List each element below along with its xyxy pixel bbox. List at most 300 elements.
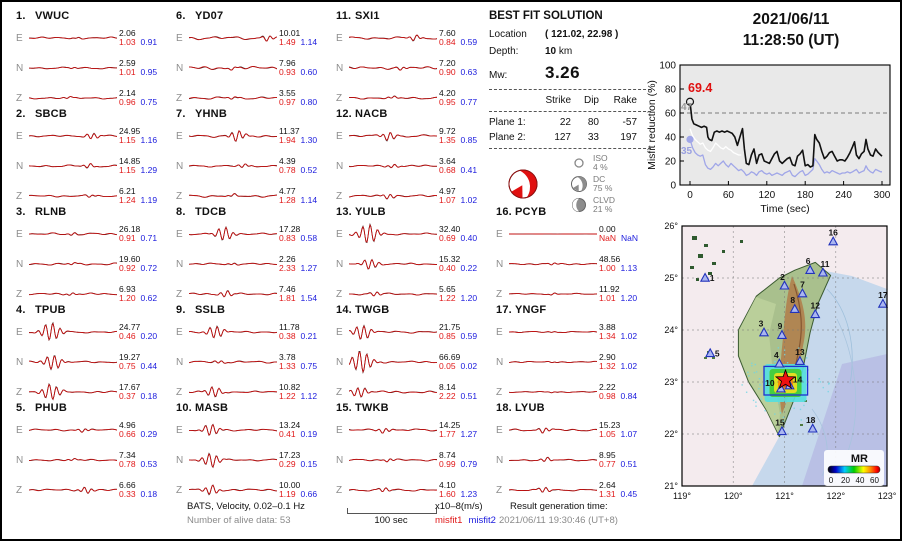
mr-speckle [820, 381, 821, 382]
component-label: E [16, 32, 23, 44]
misfit-values [439, 392, 477, 402]
waveform-trace [29, 24, 117, 52]
station-name: YNGF [515, 304, 547, 316]
waveform-trace [189, 318, 277, 346]
trace-values [119, 225, 157, 244]
station-name: LYUB [515, 402, 545, 414]
component-row-N [496, 347, 650, 377]
station-header [16, 304, 170, 316]
component-row-E [16, 121, 170, 151]
amplitude-value: 3.55 [279, 87, 296, 98]
component-label: N [496, 356, 504, 368]
misfit2-value: 0.51 [460, 391, 478, 401]
synthetic-trace [29, 233, 117, 235]
trace-values [119, 451, 157, 470]
station-header [16, 206, 170, 218]
misfit2-value: 1.02 [620, 361, 638, 371]
waveform-trace [189, 250, 277, 278]
x-tick-label: 60 [722, 190, 734, 201]
dc-item [569, 174, 615, 193]
station-name: SXI1 [355, 10, 380, 22]
station-marker-label: 8 [790, 295, 796, 306]
station-PHUB [16, 402, 170, 505]
trace-values [279, 421, 317, 440]
misfit1-value: 1.94 [279, 135, 296, 145]
component-row-N [16, 53, 170, 83]
synthetic-trace [509, 457, 597, 461]
waveform-trace [189, 122, 277, 150]
station-name: YULB [355, 206, 386, 218]
misfit1-value: 1.28 [279, 195, 296, 205]
misfit2-value: 0.77 [460, 97, 478, 107]
misfit-values [279, 392, 317, 402]
lon-tick-label: 119° [673, 491, 691, 501]
event-datetime [688, 9, 894, 51]
synthetic-trace [349, 96, 437, 99]
amplitude-value: 7.20 [439, 57, 456, 68]
amplitude-value: 2.59 [119, 57, 136, 68]
trace-values [119, 285, 157, 304]
trace-values [599, 353, 637, 372]
amplitude-value: 4.77 [279, 185, 296, 196]
misfit1-value: 0.91 [119, 233, 136, 243]
mw-label: Mw: [489, 70, 508, 81]
station-header [496, 304, 650, 316]
dc-icon [569, 175, 589, 193]
alive-data-line: Number of alive data: 53 [187, 515, 291, 526]
misfit-values [119, 196, 157, 206]
trace-values [279, 157, 317, 176]
component-label: Z [336, 386, 343, 398]
station-header [16, 402, 170, 414]
mr-speckle [751, 365, 752, 366]
lon-tick-label: 122° [826, 491, 846, 501]
component-label: N [176, 356, 184, 368]
station-TDCB [176, 206, 330, 309]
mr-speckle [803, 405, 804, 406]
observed-trace [189, 424, 277, 435]
time-scale-label: 100 sec [374, 515, 408, 526]
trace-values [279, 255, 317, 274]
trace-values [439, 383, 477, 402]
misfit-values [279, 136, 317, 146]
misfit1-value: 0.78 [279, 165, 296, 175]
misfit1-value: 0.41 [279, 429, 296, 439]
mr-speckle [759, 384, 760, 385]
waveform-trace [349, 446, 437, 474]
mr-speckle [754, 372, 755, 373]
station-header [16, 108, 170, 120]
misfit1-value: 0.75 [119, 361, 136, 371]
amplitude-value: 17.23 [279, 449, 301, 460]
misfit2-value: 0.72 [140, 263, 158, 273]
station-header [336, 10, 490, 22]
amplitude-value: 7.34 [119, 449, 136, 460]
misfit-values [119, 294, 157, 304]
clvd-icon [569, 197, 589, 213]
misfit-values [279, 68, 317, 78]
component-label: N [336, 160, 344, 172]
misfit2-value: 0.84 [620, 391, 638, 401]
component-row-E [176, 121, 330, 151]
station-header [336, 108, 490, 120]
x-tick-label: 120 [758, 190, 776, 201]
lon-tick-label: 120° [723, 491, 743, 501]
component-label: Z [496, 386, 503, 398]
waveform-trace [349, 24, 437, 52]
best-fit-solution-panel [489, 8, 651, 214]
synthetic-trace [29, 385, 117, 400]
trace-values [119, 383, 157, 402]
y-tick-label: 0 [670, 180, 676, 192]
synthetic-trace [189, 131, 277, 141]
station-marker-label: 6 [805, 256, 811, 267]
component-row-E [336, 317, 490, 347]
mechanism-area [489, 153, 651, 214]
synthetic-trace [349, 225, 437, 242]
location-label: Location [489, 29, 527, 40]
divider [489, 89, 651, 90]
colorbar-bar [828, 466, 880, 473]
dc-value: 75 % [593, 182, 613, 193]
col-rake: Rake [613, 95, 637, 106]
misfit1-value: 0.29 [279, 459, 296, 469]
component-label: N [16, 356, 24, 368]
synthetic-trace [349, 133, 437, 141]
result-time-label: Result generation time: [510, 501, 608, 512]
synthetic-trace [189, 485, 277, 494]
depth-label: Depth: [489, 46, 519, 57]
synthetic-trace [29, 164, 117, 168]
synthetic-trace [29, 459, 117, 461]
amplitude-value: 21.75 [439, 321, 461, 332]
misfit2-value: 1.13 [620, 263, 638, 273]
mr-speckle [775, 361, 776, 362]
component-label: E [496, 424, 503, 436]
amplitude-value: 19.27 [119, 351, 141, 362]
misfit2-legend: misfit2 [468, 515, 496, 526]
misfit1-value: 1.15 [119, 135, 136, 145]
synthetic-trace [509, 428, 597, 433]
amplitude-value: 2.26 [279, 253, 296, 264]
lat-tick-label: 23° [664, 377, 678, 387]
misfit2-value: 0.95 [140, 67, 158, 77]
misfit1-value: 1.31 [599, 489, 616, 499]
trace-values [279, 127, 317, 146]
amplitude-value: 66.69 [439, 351, 461, 362]
misfit-values [439, 332, 477, 342]
mr-speckle [755, 405, 756, 406]
amplitude-value: 3.78 [279, 351, 296, 362]
station-name: TWGB [355, 304, 390, 316]
synthetic-trace [29, 429, 117, 432]
station-header [16, 10, 170, 22]
station-header [496, 402, 650, 414]
component-label: Z [176, 484, 183, 496]
misfit1-legend: misfit1 [435, 515, 463, 526]
trace-values [439, 187, 477, 206]
misfit-values [279, 490, 317, 500]
trace-values [439, 225, 477, 244]
islet [698, 254, 703, 258]
y-tick-label: 60 [664, 108, 676, 120]
component-label: E [336, 32, 343, 44]
clvd-value: 21 % [593, 203, 613, 214]
waveform-trace [29, 250, 117, 278]
lon-tick-label: 123° [877, 491, 897, 501]
synthetic-trace [29, 324, 117, 340]
station-number: 15. [336, 402, 352, 414]
misfit-values [439, 136, 477, 146]
misfit2-value: 1.27 [460, 429, 478, 439]
synthetic-trace [189, 454, 277, 467]
component-row-N [176, 445, 330, 475]
waveform-trace [349, 348, 437, 376]
station-number: 13. [336, 206, 352, 218]
component-row-E [336, 415, 490, 445]
waveform-trace [349, 416, 437, 444]
misfit1-value: 0.99 [439, 459, 456, 469]
component-row-N [336, 53, 490, 83]
station-header [176, 402, 330, 414]
misfit1-value: 0.40 [439, 263, 456, 273]
misfit1-value: 0.66 [119, 429, 136, 439]
misfit1-value: 0.92 [119, 263, 136, 273]
synthetic-trace [349, 326, 437, 339]
amplitude-value: 2.06 [119, 27, 136, 38]
misfit-values [439, 166, 477, 176]
waveform-trace [189, 220, 277, 248]
station-number: 16. [496, 206, 512, 218]
lat-tick-label: 24° [664, 325, 678, 335]
misfit-values [279, 264, 317, 274]
waveform-trace [509, 348, 597, 376]
misfit1-value: 0.96 [119, 97, 136, 107]
station-marker-label: 3 [758, 318, 764, 329]
component-row-E [16, 23, 170, 53]
y-tick-label: 100 [659, 60, 676, 72]
misfit2-value: 0.80 [300, 97, 318, 107]
station-VWUC [16, 10, 170, 113]
x-tick-label: 0 [687, 190, 693, 201]
misfit2-value: 0.29 [140, 429, 158, 439]
misfit-values [439, 38, 477, 48]
component-label: E [16, 424, 23, 436]
misfit-values [599, 234, 638, 244]
component-row-E [336, 121, 490, 151]
component-label: N [176, 62, 184, 74]
misfit-values [599, 490, 637, 500]
misfit2-value: 1.14 [300, 37, 318, 47]
misfit-values [279, 362, 317, 372]
waveform-trace [509, 250, 597, 278]
misfit1-value: 1.24 [119, 195, 136, 205]
event-date: 2021/06/11 [752, 11, 830, 28]
trace-values [119, 59, 157, 78]
misfit2-value: 1.20 [620, 293, 638, 303]
depth-unit: km [558, 46, 573, 57]
station-header [176, 206, 330, 218]
station-name: RLNB [35, 206, 67, 218]
misfit1-value: 0.85 [439, 331, 456, 341]
station-marker-label: 10 [765, 377, 775, 388]
station-TWGB [336, 304, 490, 407]
component-label: E [496, 326, 503, 338]
station-name: TDCB [195, 206, 227, 218]
trace-values [279, 89, 317, 108]
y-axis-label: Misfit reduction (%) [646, 80, 658, 170]
station-name: SBCB [35, 108, 67, 120]
synthetic-trace [29, 37, 117, 39]
amplitude-value: 2.64 [599, 479, 616, 490]
component-row-N [496, 249, 650, 279]
amplitude-value: 4.10 [439, 479, 456, 490]
lat-tick-label: 22° [664, 429, 678, 439]
station-number: 12. [336, 108, 352, 120]
station-name: SSLB [195, 304, 226, 316]
station-name: YHNB [195, 108, 227, 120]
plane-table [489, 89, 651, 149]
waveform-trace [509, 220, 597, 248]
mr-speckle [751, 363, 752, 364]
trace-values [599, 383, 637, 402]
misfit2-value: 0.20 [140, 331, 158, 341]
component-label: Z [176, 92, 183, 104]
misfit-legend [435, 514, 496, 528]
station-marker-label: 15 [775, 417, 785, 428]
trace-values [119, 421, 157, 440]
amplitude-value: 24.77 [119, 321, 141, 332]
station-header [176, 304, 330, 316]
misfit1-value: 0.37 [119, 391, 136, 401]
clvd-item [569, 195, 615, 214]
misfit1-value: 1.07 [439, 195, 456, 205]
mr-speckle [753, 400, 754, 401]
misfit1-value: 1.77 [439, 429, 456, 439]
amplitude-value: 6.66 [119, 479, 136, 490]
synthetic-trace [29, 134, 117, 139]
station-number: 1. [16, 10, 26, 22]
component-label: E [336, 130, 343, 142]
misfit-values [279, 294, 317, 304]
component-label: Z [336, 288, 343, 300]
misfit-values [119, 362, 157, 372]
waveform-trace [349, 122, 437, 150]
misfit1-value: 0.97 [279, 97, 296, 107]
amplitude-value: 24.95 [119, 125, 141, 136]
synthetic-trace [29, 97, 117, 99]
amplitude-value: 48.56 [599, 253, 621, 264]
trace-values [439, 89, 477, 108]
component-label: Z [336, 484, 343, 496]
depth-value: 10 [545, 46, 557, 57]
waveform-trace [509, 416, 597, 444]
misfit2-value: 0.75 [300, 361, 318, 371]
trace-values [439, 127, 477, 146]
component-row-N [16, 151, 170, 181]
station-NACB [336, 108, 490, 211]
iso-value: 4 % [593, 161, 608, 172]
station-name: VWUC [35, 10, 70, 22]
station-marker-label: 9 [777, 321, 783, 332]
mr-speckle [793, 408, 794, 409]
misfit2-value: 0.59 [460, 331, 478, 341]
misfit2-value: 1.20 [460, 293, 478, 303]
component-row-E [16, 317, 170, 347]
component-row-N [336, 347, 490, 377]
component-row-E [496, 415, 650, 445]
x-tick-label: 180 [796, 190, 814, 201]
mw-value: 3.26 [545, 63, 581, 82]
misfit-values [279, 430, 317, 440]
misfit-values [119, 264, 157, 274]
result-time-value: 2021/06/11 19:30:46 (UT+8) [499, 515, 618, 526]
misfit-values [119, 38, 157, 48]
misfit1-value: 1.01 [599, 293, 616, 303]
component-label: N [336, 356, 344, 368]
synthetic-trace [189, 194, 277, 198]
amplitude-value: 32.40 [439, 223, 461, 234]
plane2-row: Plane 2: 127 33 197 [489, 132, 637, 143]
waveform-trace [509, 318, 597, 346]
amplitude-value: 4.20 [439, 87, 456, 98]
amplitude-value: 19.60 [119, 253, 141, 264]
synthetic-trace [189, 387, 277, 396]
component-row-E [176, 317, 330, 347]
component-row-E [496, 219, 650, 249]
misfit2-value: 0.15 [300, 459, 318, 469]
misfit1-value: 1.00 [599, 263, 616, 273]
misfit2-value: 1.23 [460, 489, 478, 499]
misfit2-value: 1.07 [620, 429, 638, 439]
misfit1-value: 0.05 [439, 361, 456, 371]
synthetic-trace [189, 327, 277, 338]
component-label: E [176, 32, 183, 44]
mr-speckle [758, 388, 759, 389]
misfit-values [439, 264, 477, 274]
misfit2-value: 0.41 [460, 165, 478, 175]
trace-values [119, 187, 157, 206]
lat-tick-label: 25° [664, 273, 678, 283]
mr-speckle [785, 402, 786, 403]
colorbar-tick-label: 60 [870, 476, 879, 485]
station-header [336, 402, 490, 414]
component-row-N [16, 249, 170, 279]
misfit-values [119, 68, 157, 78]
misfit-values [279, 196, 317, 206]
misfit-values [279, 460, 317, 470]
misfit1-value: 1.33 [279, 361, 296, 371]
component-row-Z [16, 475, 170, 505]
waveform-trace [349, 250, 437, 278]
amplitude-value: 14.85 [119, 155, 141, 166]
trace-values [279, 353, 317, 372]
trace-values [279, 29, 317, 48]
iso-icon [569, 156, 589, 170]
waveform-trace [29, 54, 117, 82]
synthetic-trace [189, 425, 277, 435]
misfit2-value: 0.71 [140, 233, 158, 243]
colorbar-title: MR [850, 453, 868, 465]
plane-table-header [489, 93, 651, 108]
mr-speckle [806, 357, 807, 358]
misfit1-value: 1.01 [119, 67, 136, 77]
misfit-values [279, 166, 317, 176]
clvd-label: CLVD [593, 194, 616, 205]
component-row-E [336, 219, 490, 249]
amplitude-value: 8.14 [439, 381, 456, 392]
misfit-values [439, 460, 477, 470]
